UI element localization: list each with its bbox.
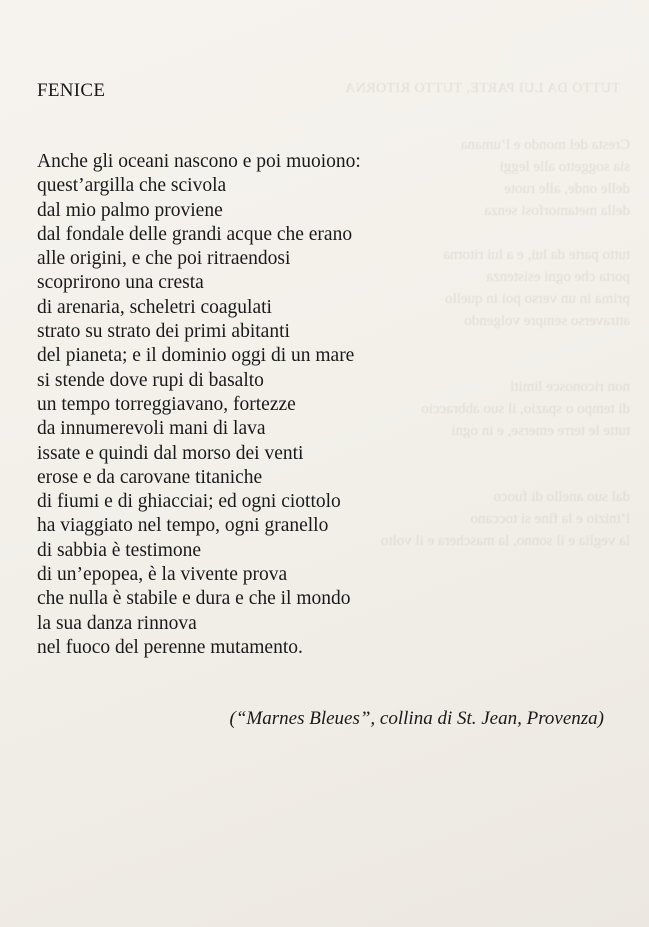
poem-line: quest’argilla che scivola [37, 175, 227, 197]
poem-line: Anche gli oceani nascono e poi muoiono: [37, 151, 361, 172]
show-through-text: TUTTO DA LUI PARTE, TUTTO RITORNA Cresta del mondo e l’umana sia soggetto alle leggi delle onde, alle ruote della metamorfosi senza tutto parte da lui, e a lui ritorna porta che ogni esistenza prima in un verso poi in quello attraverso sempre volgendo non riconosce limiti di tempo o spazio, il suo abbraccio tutte le terre emerse, e in ogni dal suo anello di fuoco l’inizio e la fine si toccano la veglia e il sonno, la maschera e il volto [344, 81, 630, 549]
poem-line: la sua danza rinnova [37, 612, 197, 634]
poem-line: si stende dove rupi di basalto [37, 369, 264, 391]
poem-attribution: (“Marnes Bleues”, collina di St. Jean, Provenza) [229, 708, 604, 729]
poem-line: di sabbia è testimone [37, 539, 202, 561]
poem-line: di un’epopea, è la vivente prova [37, 564, 288, 586]
poem-line: issate e quindi dal morso dei venti [37, 442, 304, 464]
poem-line: di arenaria, scheletri coagulati [37, 296, 272, 318]
poem-line: dal mio palmo proviene [37, 199, 223, 221]
poem-line: dal fondale delle grandi acque che erano [37, 223, 353, 245]
poem-line: del pianeta; e il dominio oggi di un mare [37, 345, 355, 367]
poem-line: strato su strato dei primi abitanti [37, 321, 290, 343]
poem-line: da innumerevoli mani di lava [37, 418, 266, 440]
poem-line: ha viaggiato nel tempo, ogni granello [37, 515, 329, 537]
poem-line: nel fuoco del perenne mutamento. [37, 636, 303, 658]
poem-body [37, 150, 361, 660]
poem-line: di fiumi e di ghiacciai; ed ogni ciottolo [37, 491, 341, 513]
poem-line: alle origini, e che poi ritraendosi [37, 248, 291, 270]
poem-line: scoprirono una cresta [37, 272, 204, 294]
poem-line: che nulla è stabile e dura e che il mondo [37, 588, 351, 610]
poem-line: un tempo torreggiavano, fortezze [37, 393, 296, 415]
poem-title: FENICE [37, 80, 106, 101]
poem-line: erose e da carovane titaniche [37, 466, 263, 488]
